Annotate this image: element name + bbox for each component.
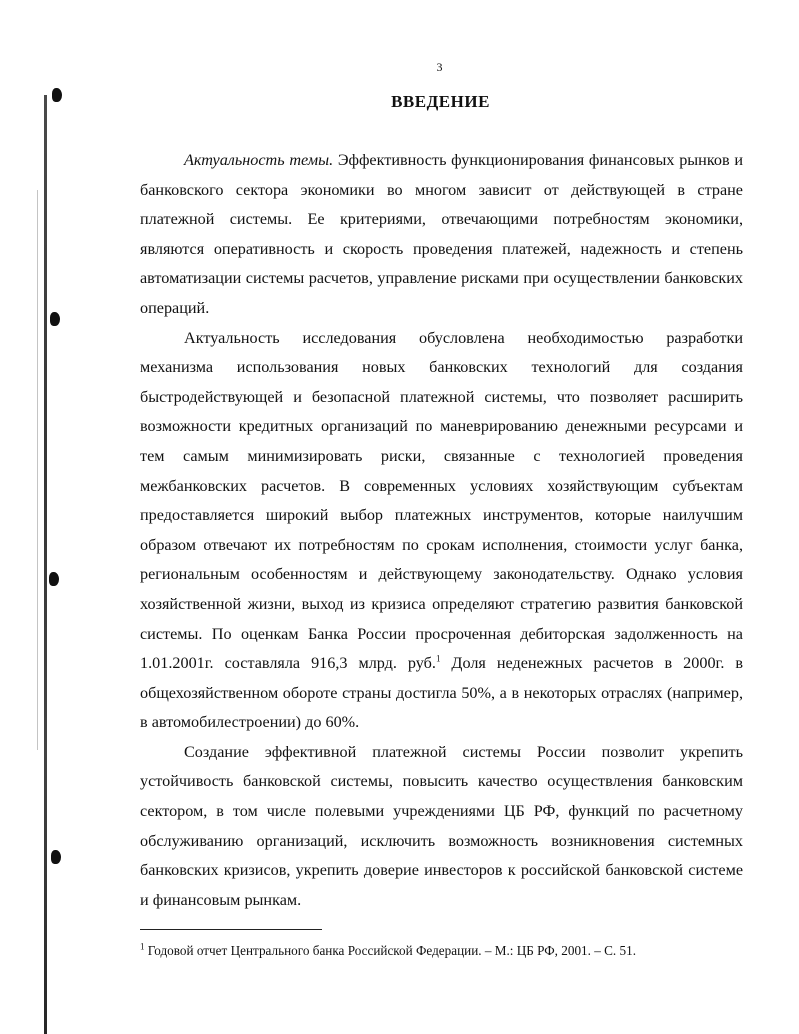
paragraph-2-text-b: Доля неденежных расчетов в 2000г. в общехозяйственном обороте страны достигла 50%, а в некоторых отраслях (например, в автомобилестроении) до 60%. [140, 654, 744, 732]
footnote-text: Годовой отчет Центрального банка Российской Федерации. – М.: ЦБ РФ, 2001. – С. 51. [144, 943, 636, 958]
paragraph-payment-system: Создание эффективной платежной системы России позволит укрепить устойчивость банковской системы, повысить качество осуществления банковским сектором, в том числе полевыми учреждениями ЦБ РФ, функций по расчетному обслуживанию организаций, исключить возможность возникновения системных банковских кризисов, укрепить доверие инвесторов к российской банковской системе и финансовым рынкам. [140, 742, 743, 909]
binding-mark-3 [49, 572, 59, 586]
footnote-reference: 1 [435, 653, 441, 664]
paragraph-lead-italic: Актуальность темы. [184, 151, 334, 169]
paragraph-relevance-topic [140, 146, 743, 324]
footnote-divider [140, 929, 322, 930]
paragraph-1-text: Эффективность функционирования финансовых рынков и банковского сектора экономики во многом зависит от действующей в стране платежной системы. Ее критериями, отвечающими потребностям экономики, являются оперативность и скорость проведения платежей, надежность и степень автоматизации системы расчетов, управление рисками при осуществлении банковских операций. [140, 151, 743, 317]
paragraph-relevance-research [140, 324, 743, 738]
body-text [140, 146, 743, 915]
binding-mark-2 [50, 312, 60, 326]
binding-mark-4 [51, 850, 61, 864]
paragraph-2-text-a: Актуальность исследования обусловлена необходимостью разработки механизма использования новых банковских технологий для создания быстродействующей и безопасной платежной системы, что позволяет расширить возможности кредитных организаций по маневрированию денежными ресурсами и тем самым минимизировать риски, связанные с технологией проведения межбанковских расчетов. В современных условиях хозяйствующим субъектам предоставляется широкий выбор платежных инструментов, которые наилучшим образом отвечают их потребностям по срокам исполнения, стоимости услуг банка, региональным особенностям и действующему законодательству. Однако условия хозяйственной жизни, выход из кризиса определяют стратегию развития банковской системы. По оценкам Банка России просроченная дебиторская задолженность на 1.01.2001г. составляла 916,3 млрд. руб. [140, 328, 743, 673]
footnote-mark: 1 [140, 941, 145, 952]
binding-mark-1 [52, 88, 62, 102]
binding-edge-thin [37, 190, 38, 750]
binding-edge [44, 95, 47, 1034]
page-number: 3 [436, 60, 443, 74]
footnote [140, 942, 743, 960]
section-heading: ВВЕДЕНИЕ [391, 92, 490, 111]
